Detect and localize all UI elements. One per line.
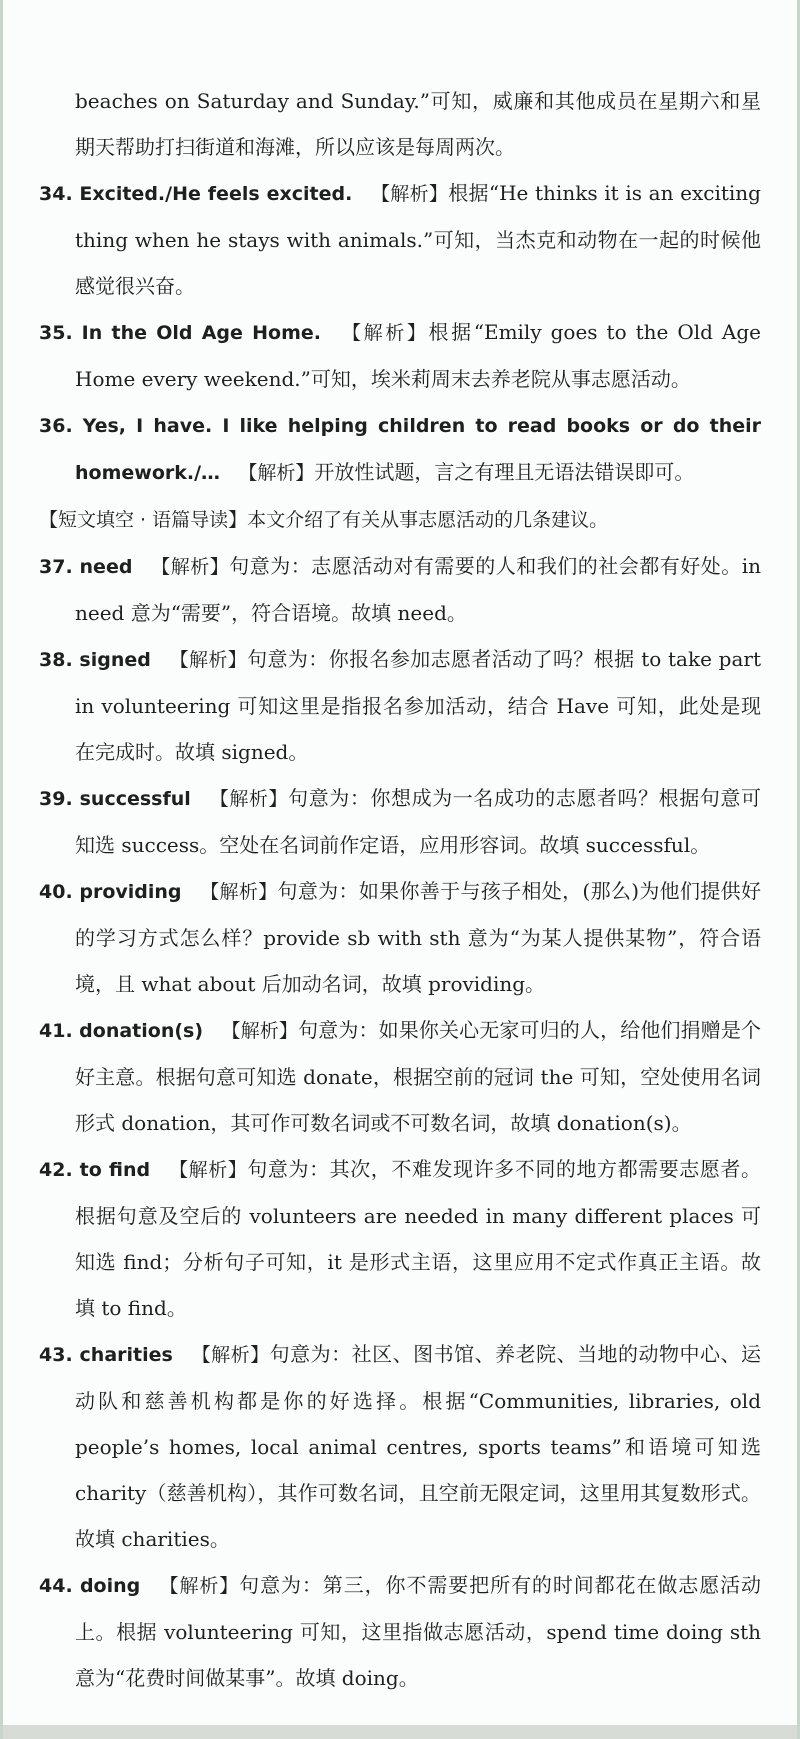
answer-item-40 (39, 868, 761, 1007)
answer-text: need (79, 556, 133, 578)
explanation-text: 句意为：你想成为一名成功的志愿者吗？根据句意可知选 success。空处在名词前作定语，应用形容词。故填 successful。 (75, 786, 762, 857)
answer-text: to find (79, 1159, 151, 1181)
answer-text: Yes, I have. I like helping children to read books or do their homework./… (75, 415, 761, 484)
explanation-text: 句意为：志愿活动对有需要的人和我们的社会都有好处。in need 意为“需要”，符合语境。故填 need。 (75, 554, 761, 625)
continued-explanation (39, 78, 761, 170)
explanation-text: 句意为：其次，不难发现许多不同的地方都需要志愿者。根据句意及空后的 volunteers are needed in many different places 可知选 find；分析句子可知，it 是形式主语，这里应用不定式作真正主语。故填 to find。 (75, 1157, 762, 1320)
answer-text: charities (79, 1344, 173, 1366)
answer-text: signed (79, 649, 151, 671)
page-bottom-bar (3, 1725, 797, 1739)
answer-item-43 (39, 1331, 761, 1562)
explanation-text: 句意为：第三，你不需要把所有的时间都花在做志愿活动上。根据 volunteering 可知，这里指做志愿活动，spend time doing sth 意为“花费时间做某事”。故填 doing。 (75, 1573, 762, 1690)
answer-item-38 (39, 636, 761, 775)
item-number: 44. (39, 1575, 73, 1597)
item-number: 38. (39, 649, 73, 671)
analysis-tag: 【解析】 (238, 462, 315, 484)
explanation-text: 句意为：如果你关心无家可归的人，给他们捐赠是个好主意。根据句意可知选 donate，根据空前的冠词 the 可知，空处使用名词形式 donation，其可作可数名词或不可数名词，故填 donation(s)。 (75, 1018, 762, 1135)
answer-item-35 (39, 309, 761, 402)
item-number: 39. (39, 788, 73, 810)
answer-text: doing (79, 1575, 141, 1597)
analysis-tag: 【解析】 (151, 556, 230, 578)
answer-item-44 (39, 1562, 761, 1701)
answer-item-39 (39, 775, 761, 868)
explanation-text: 句意为：你报名参加志愿者活动了吗？根据 to take part in volunteering 可知这里是指报名参加活动，结合 Have 可知，此处是现在完成时。故填 signed。 (75, 647, 762, 764)
analysis-tag: 【解析】 (221, 1020, 299, 1042)
answer-text: In the Old Age Home. (81, 322, 322, 344)
answer-text: providing (79, 881, 182, 903)
explanation-text: 句意为：如果你善于与孩子相处，(那么)为他们提供好的学习方式怎么样？provide sb with sth 意为“为某人提供某物”，符合语境，且 what about 后加动名词，故填 providing。 (75, 879, 761, 996)
analysis-tag: 【解析】 (200, 881, 278, 903)
analysis-tag: 【解析】 (209, 788, 289, 810)
item-number: 41. (39, 1020, 73, 1042)
answer-text: Excited./He feels excited. (79, 183, 353, 205)
answer-item-41 (39, 1007, 761, 1146)
analysis-tag: 【解析】 (159, 1575, 240, 1597)
section-header-text: 【短文填空 · 语篇导读】本文介绍了有关从事志愿活动的几条建议。 (39, 509, 609, 531)
analysis-tag: 【解析】 (191, 1344, 270, 1366)
item-number: 40. (39, 881, 73, 903)
answer-item-37 (39, 543, 761, 636)
item-number: 35. (39, 322, 73, 344)
explanation-text: 句意为：社区、图书馆、养老院、当地的动物中心、运动队和慈善机构都是你的好选择。根据“Communities, libraries, old people’s homes, local animal centres, sports teams”和语境可知选 charity（慈善机构），其作可数名词，且空前无限定词，这里用其复数形式。故填 charities。 (75, 1342, 762, 1551)
item-number: 34. (39, 183, 73, 205)
answer-content (39, 78, 761, 1701)
analysis-tag: 【解析】 (169, 1159, 248, 1181)
answer-text: donation(s) (79, 1020, 204, 1042)
answer-text: successful (79, 788, 191, 810)
analysis-tag: 【解析】 (169, 649, 248, 671)
item-number: 36. (39, 415, 73, 437)
section-header (39, 496, 761, 543)
analysis-tag: 【解析】 (342, 322, 429, 344)
answer-item-36 (39, 402, 761, 496)
explanation-text: 根据“Emily goes to the Old Age Home every weekend.”可知，埃米莉周末去养老院从事志愿活动。 (75, 320, 761, 391)
item-number: 37. (39, 556, 73, 578)
explanation-text: beaches on Saturday and Sunday.”可知，威廉和其他成员在星期六和星期天帮助打扫街道和海滩，所以应该是每周两次。 (75, 89, 761, 159)
answer-item-42 (39, 1146, 761, 1331)
analysis-tag: 【解析】 (370, 183, 449, 205)
item-number: 43. (39, 1344, 73, 1366)
answer-item-34 (39, 170, 761, 309)
item-number: 42. (39, 1159, 73, 1181)
explanation-text: 开放性试题，言之有理且无语法错误即可。 (314, 460, 695, 484)
explanation-text: 根据“He thinks it is an exciting thing when he stays with animals.”可知，当杰克和动物在一起的时候他感觉很兴奋。 (75, 181, 761, 298)
